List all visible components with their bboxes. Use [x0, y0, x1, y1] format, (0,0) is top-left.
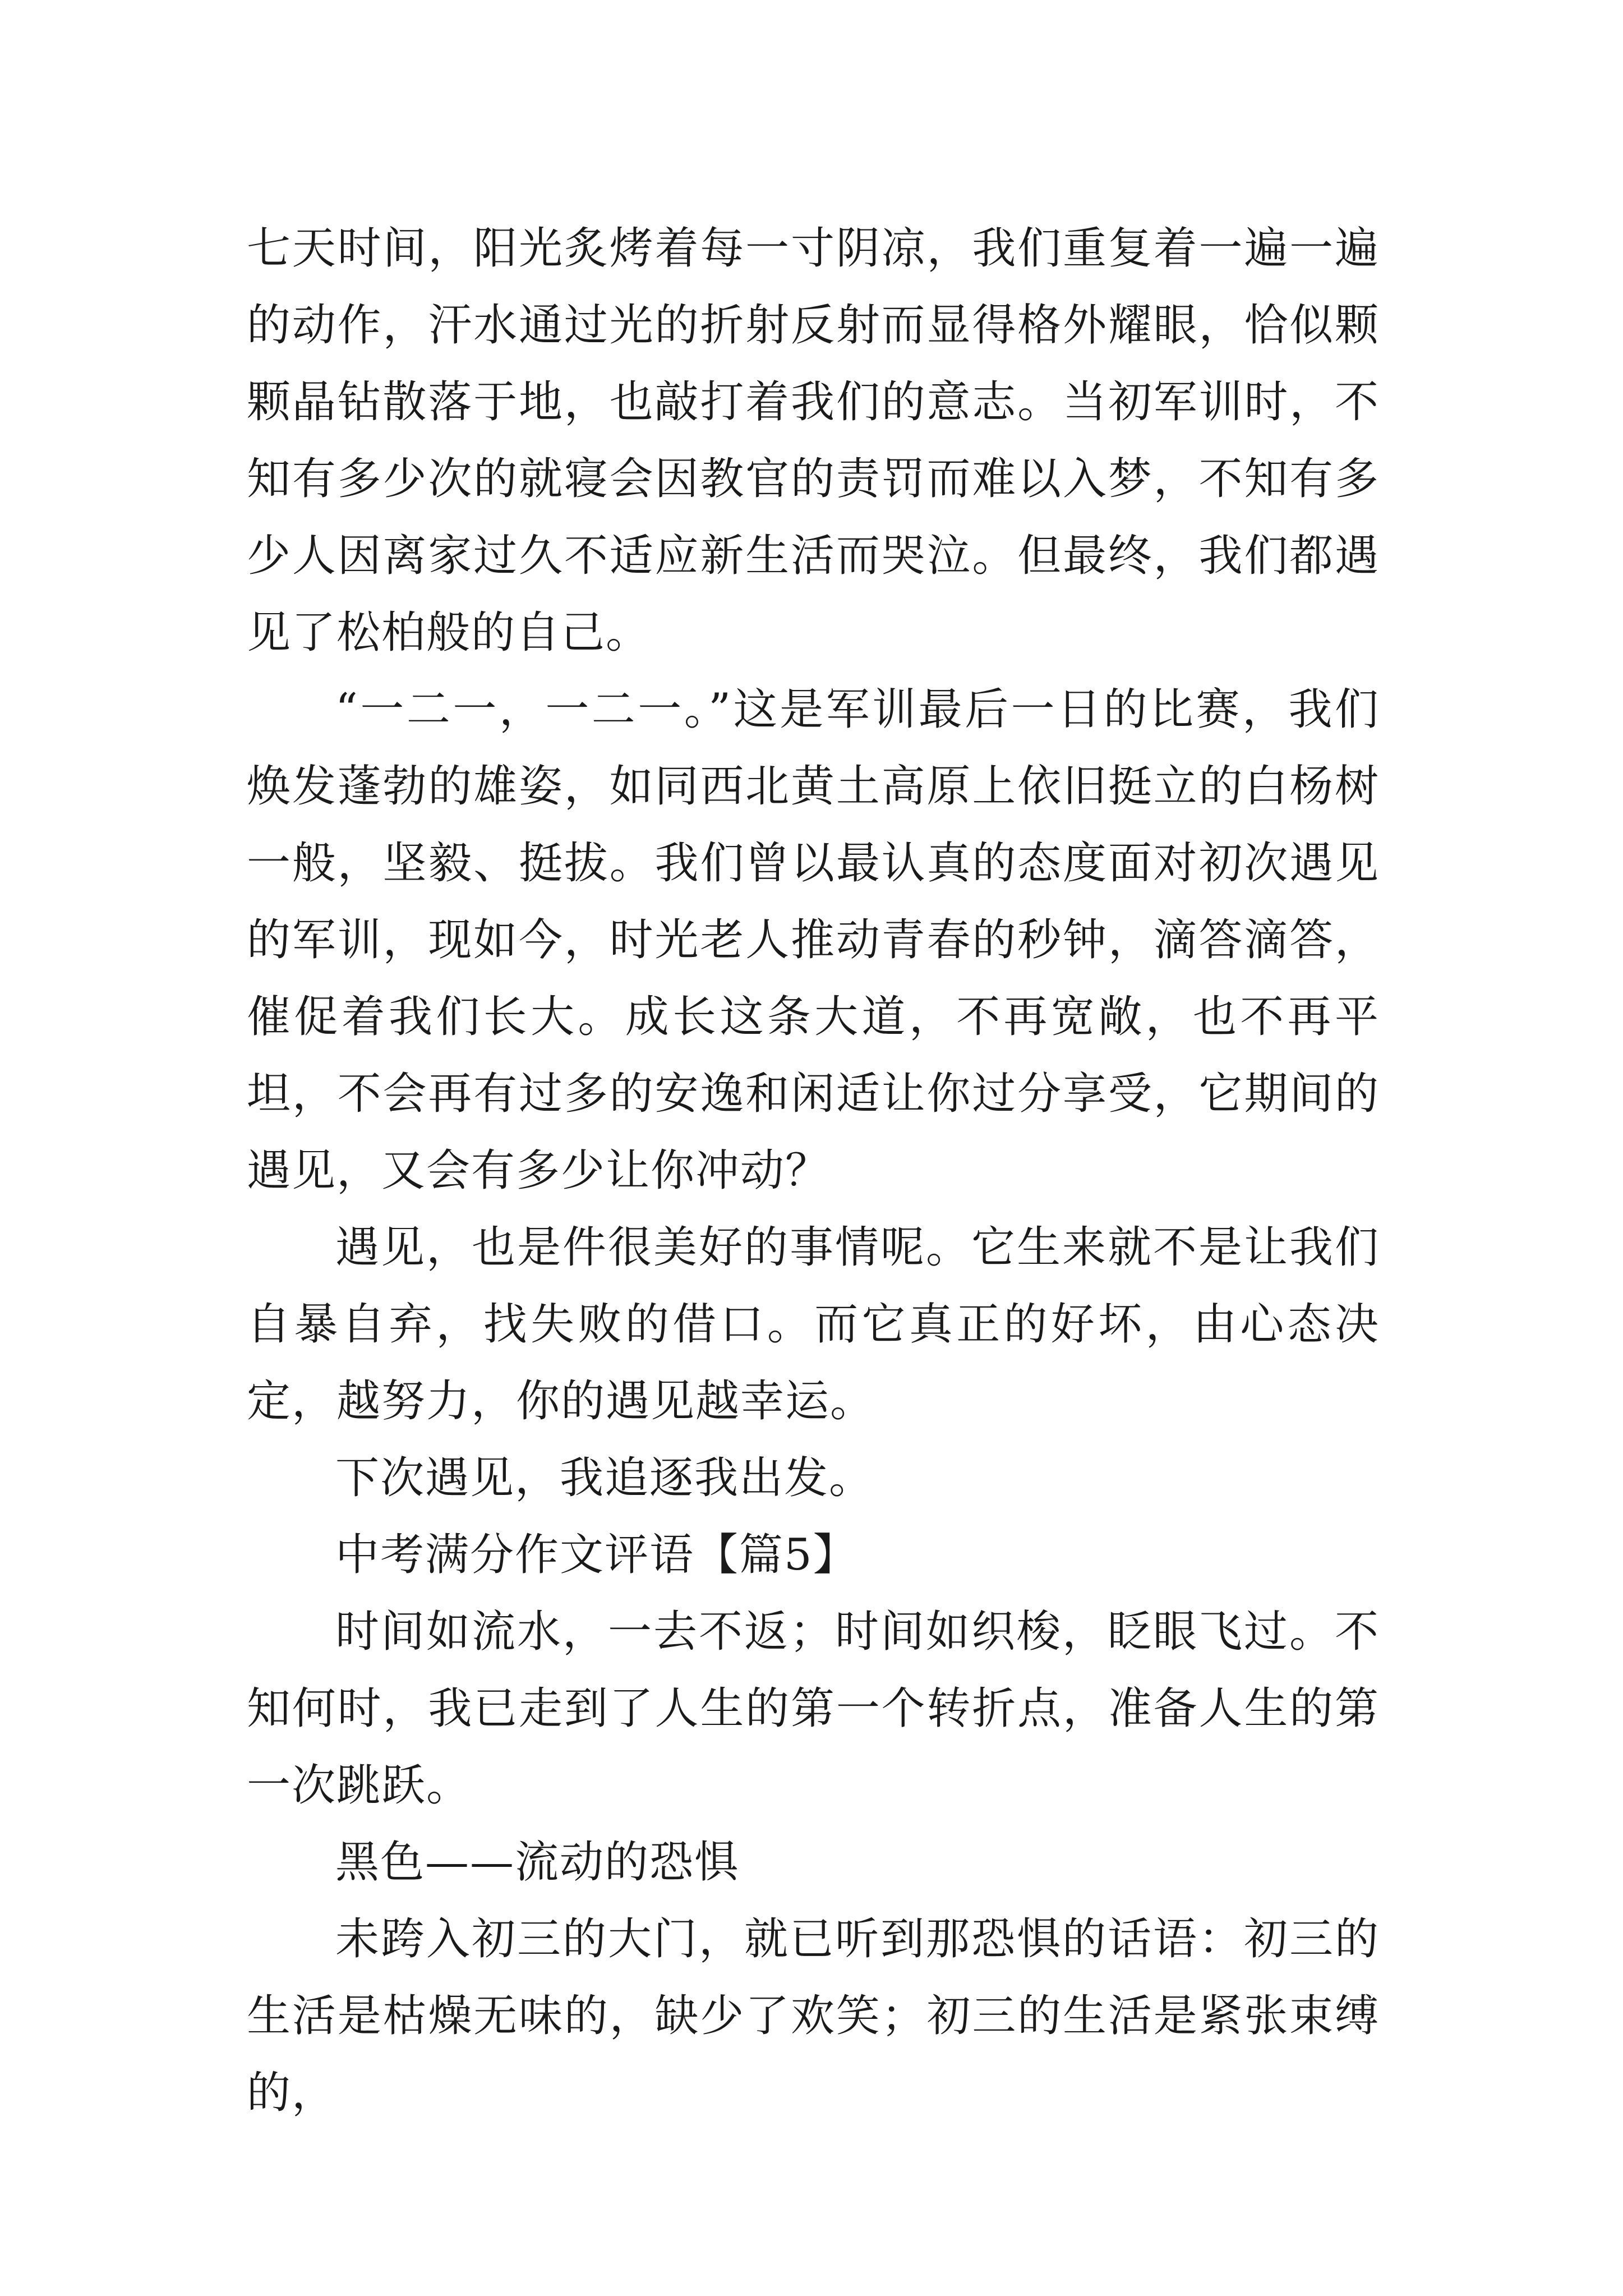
section-heading-essay-5: 中考满分作文评语【篇5】 [335, 1530, 858, 1580]
paragraph-next-encounter: 下次遇见，我追逐我出发。 [335, 1453, 874, 1503]
paragraph-military-training: 七天时间，阳光炙烤着每一寸阴凉，我们重复着一遍一遍的动作，汗水通过光的折射反射而显得格外耀眼，恰似颗颗晶钻散落于地，也敲打着我们的意志。当初军训时，不知有多少次的就寝会因教官的责罚而难以入梦，不知有多少人因离家过久不适应新生活而哭泣。但最终，我们都遇见了松柏般的自己。 [247, 223, 1380, 658]
subheading-black-fear: 黑色——流动的恐惧 [335, 1837, 740, 1888]
essay-body [247, 210, 1380, 2132]
paragraph-grade-three: 未跨入初三的大门，就已听到那恐惧的话语：初三的生活是枯燥无味的，缺少了欢笑；初三的生活是紧张束缚的， [247, 1914, 1380, 2118]
paragraph-time-flows: 时间如流水，一去不返；时间如织梭，眨眼飞过。不知何时，我已走到了人生的第一个转折点，准备人生的第一次跳跃。 [247, 1607, 1380, 1811]
paragraph-encounter-reflection: 遇见，也是件很美好的事情呢。它生来就不是让我们自暴自弃，找失败的借口。而它真正的好坏，由心态决定，越努力，你的遇见越幸运。 [247, 1222, 1380, 1427]
paragraph-final-competition: “一二一，一二一。”这是军训最后一日的比赛，我们焕发蓬勃的雄姿，如同西北黄土高原上依旧挺立的白杨树一般，坚毅、挺拔。我们曾以最认真的态度面对初次遇见的军训，现如今，时光老人推动青春的秒钟，滴答滴答，催促着我们长大。成长这条大道，不再宽敞，也不再平坦，不会再有过多的安逸和闲适让你过分享受，它期间的遇见，又会有多少让你冲动？ [247, 684, 1380, 1196]
